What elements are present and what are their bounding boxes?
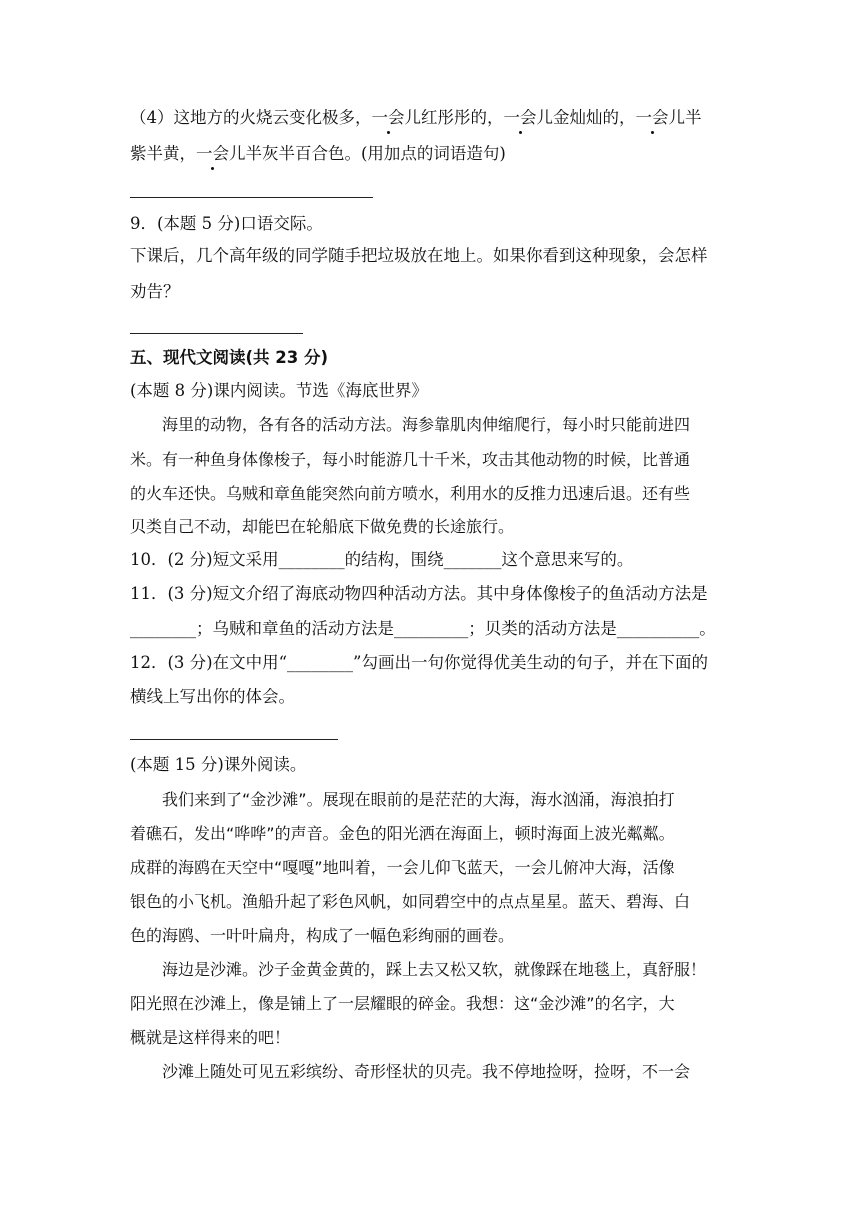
q11-line1: 11．(3 分)短文介绍了海底动物四种活动方法。其中身体像梭子的鱼活动方法是 xyxy=(130,584,708,603)
passage1-line: 米。有一种鱼身体像梭子，每小时能游几十千米，攻击其他动物的时候，比普通 xyxy=(130,450,691,469)
passage1-line: 的火车还快。乌贼和章鱼能突然向前方喷水，利用水的反推力迅速后退。还有些 xyxy=(130,484,691,503)
answer-line[interactable] xyxy=(130,197,373,198)
passage2-line: 着礁石，发出“哗哗”的声音。金色的阳光洒在海面上，顿时海面上波光粼粼。 xyxy=(130,824,675,843)
q8-text: 儿半 xyxy=(668,108,702,127)
passage2-line: 概就是这样得来的吧！ xyxy=(130,1028,291,1047)
q9-line1: 下课后，几个高年级的同学随手把垃圾放在地上。如果你看到这种现象，会怎样 xyxy=(130,246,708,265)
q9-title: 9．(本题 5 分)口语交际。 xyxy=(130,214,323,233)
passage2-line: 色的海鸥、一叶叶扁舟，构成了一幅色彩绚丽的画卷。 xyxy=(130,926,515,945)
emphasis-dots: 一会 xyxy=(503,108,537,127)
passage1-intro: (本题 8 分)课内阅读。节选《海底世界》 xyxy=(130,381,428,400)
answer-line[interactable] xyxy=(130,333,303,334)
q11-line2: ________；乌贼和章鱼的活动方法是_________；贝类的活动方法是__________。 xyxy=(130,619,716,638)
emphasis-dots: 一会 xyxy=(196,144,229,163)
answer-line[interactable] xyxy=(130,739,338,740)
passage2-intro: (本题 15 分)课外阅读。 xyxy=(130,755,307,774)
q8-4-line1 xyxy=(130,110,702,127)
passage2-line: 沙滩上随处可见五彩缤纷、奇形怪状的贝壳。我不停地捡呀，捡呀，不一会 xyxy=(162,1062,691,1081)
q9-line2: 劝告？ xyxy=(130,282,180,301)
q8-text: 儿金灿灿的， xyxy=(536,108,636,127)
q10: 10．(2 分)短文采用________的结构，围绕_______这个意思来写的。 xyxy=(130,550,634,569)
q8-4-line2 xyxy=(130,146,506,163)
q8-text: 儿半灰半百合色。(用加点的词语造句) xyxy=(229,144,506,163)
q8-text: 紫半黄， xyxy=(130,144,196,163)
passage2-line: 成群的海鸥在天空中“嘎嘎”地叫着，一会儿仰飞蓝天，一会儿俯冲大海，活像 xyxy=(130,858,675,877)
q12-line1: 12．(3 分)在文中用“________”勾画出一句你觉得优美生动的句子，并在下面的 xyxy=(130,653,708,672)
passage2-line: 阳光照在沙滩上，像是铺上了一层耀眼的碎金。我想：这“金沙滩”的名字，大 xyxy=(130,994,675,1013)
q8-text: 儿红彤彤的， xyxy=(404,108,504,127)
emphasis-dots: 一会 xyxy=(635,108,669,127)
q8-text: （4）这地方的火烧云变化极多， xyxy=(130,108,372,127)
q12-line2: 横线上写出你的体会。 xyxy=(130,687,295,706)
passage2-line: 海边是沙滩。沙子金黄金黄的，踩上去又松又软，就像踩在地毯上，真舒服！ xyxy=(162,960,707,979)
passage1-line: 海里的动物，各有各的活动方法。海参靠肌肉伸缩爬行，每小时只能前进四 xyxy=(162,415,691,434)
section-heading: 五、现代文阅读(共 23 分) xyxy=(130,348,329,367)
passage2-line: 我们来到了“金沙滩”。展现在眼前的是茫茫的大海，海水汹涌，海浪拍打 xyxy=(162,790,675,809)
passage2-line: 银色的小飞机。渔船升起了彩色风帆，如同碧空中的点点星星。蓝天、碧海、白 xyxy=(130,892,691,911)
passage1-line: 贝类自己不动，却能巴在轮船底下做免费的长途旅行。 xyxy=(130,517,515,536)
emphasis-dots: 一会 xyxy=(371,108,405,127)
